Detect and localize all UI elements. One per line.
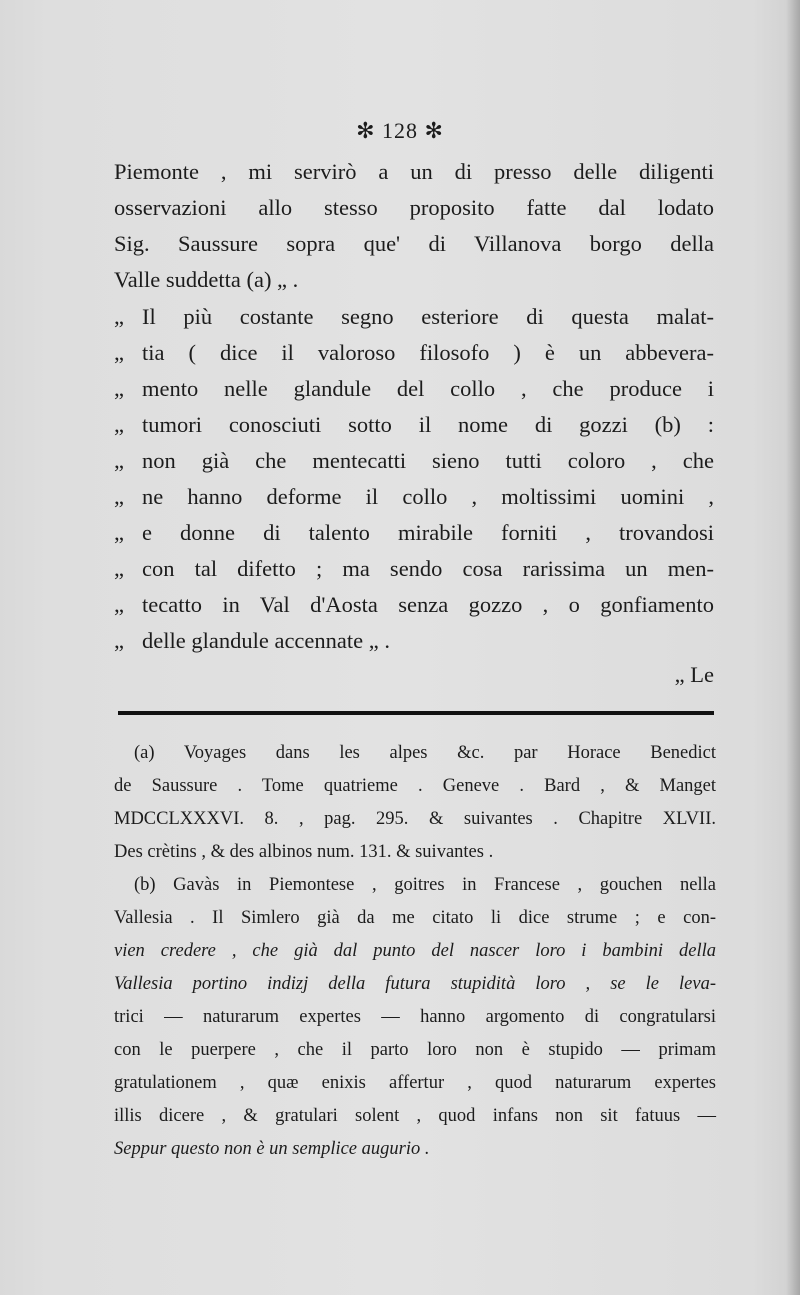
text-line: Piemonte , mi servirò a un di presso delle diligenti	[114, 159, 714, 184]
text-line: Valle suddetta (a) „ .	[114, 267, 299, 292]
text-line	[114, 374, 714, 404]
line-text: e donne di talento mirabile forniti , trovandosi	[142, 520, 714, 545]
line-text: con tal difetto ; ma sendo cosa rarissima un men-	[142, 556, 714, 581]
footnote-line: Vallesia . Il Simlero già da me citato li dice strume ; e con-	[114, 908, 716, 928]
text-line	[114, 626, 714, 656]
quote-mark: „	[114, 556, 124, 581]
footnote-line: MDCCLXXXVI. 8. , pag. 295. & suivantes . Chapitre XLVII.	[114, 809, 716, 829]
footnote-line: Des crètins , & des albinos num. 131. & suivantes .	[114, 842, 494, 862]
text-line	[114, 446, 714, 476]
quote-mark: „	[114, 592, 124, 617]
text-line	[114, 554, 714, 584]
quote-mark: „	[114, 340, 124, 365]
text-line: Sig. Saussure sopra que' di Villanova borgo della	[114, 231, 714, 256]
quote-mark: „	[114, 484, 124, 509]
page-header: ✻ 128 ✻	[356, 118, 444, 143]
text-line	[114, 302, 714, 332]
quote-mark: „	[114, 448, 124, 473]
text-line	[114, 518, 714, 548]
text-line: osservazioni allo stesso proposito fatte dal lodato	[114, 195, 714, 220]
line-text: ne hanno deforme il collo , moltissimi uomini ,	[142, 484, 714, 509]
line-text: tumori conosciuti sotto il nome di gozzi (b) :	[142, 412, 714, 437]
line-text: Il più costante segno esteriore di questa malat-	[142, 304, 714, 329]
page-edge-shadow	[786, 0, 800, 1295]
catchword: „ Le	[674, 662, 714, 687]
line-text: non già che mentecatti sieno tutti coloro , che	[142, 448, 714, 473]
footnote-line: illis dicere , & gratulari solent , quod infans non sit fatuus —	[114, 1106, 716, 1126]
footnote-line: gratulationem , quæ enixis affertur , quod naturarum expertes	[114, 1073, 716, 1093]
footnote-line: (a) Voyages dans les alpes &c. par Horace Benedict	[134, 743, 716, 763]
footnote-line: Seppur questo non è un semplice augurio .	[114, 1139, 430, 1159]
footnote-line: Vallesia portino indizj della futura stupidità loro , se le leva-	[114, 974, 716, 994]
line-text: mento nelle glandule del collo , che produce i	[142, 376, 714, 401]
quote-mark: „	[114, 304, 124, 329]
line-text: delle glandule accennate „ .	[142, 628, 390, 653]
line-text: tia ( dice il valoroso filosofo ) è un abbevera-	[142, 340, 714, 365]
footnote-rule	[118, 711, 714, 715]
quote-mark: „	[114, 376, 124, 401]
footnote-line: con le puerpere , che il parto loro non è stupido — primam	[114, 1040, 716, 1060]
quote-mark: „	[114, 412, 124, 437]
footnote-line: vien credere , che già dal punto del nascer loro i bambini della	[114, 941, 716, 961]
text-line	[114, 590, 714, 620]
text-line	[114, 482, 714, 512]
footnote-line: (b) Gavàs in Piemontese , goitres in Francese , gouchen nella	[134, 875, 716, 895]
quote-mark: „	[114, 520, 124, 545]
text-line	[114, 410, 714, 440]
text-line	[114, 338, 714, 368]
footnote-line: trici — naturarum expertes — hanno argomento di congratularsi	[114, 1007, 716, 1027]
quote-mark: „	[114, 628, 124, 653]
footnote-line: de Saussure . Tome quatrieme . Geneve . Bard , & Manget	[114, 776, 716, 796]
line-text: tecatto in Val d'Aosta senza gozzo , o gonfiamento	[142, 592, 714, 617]
